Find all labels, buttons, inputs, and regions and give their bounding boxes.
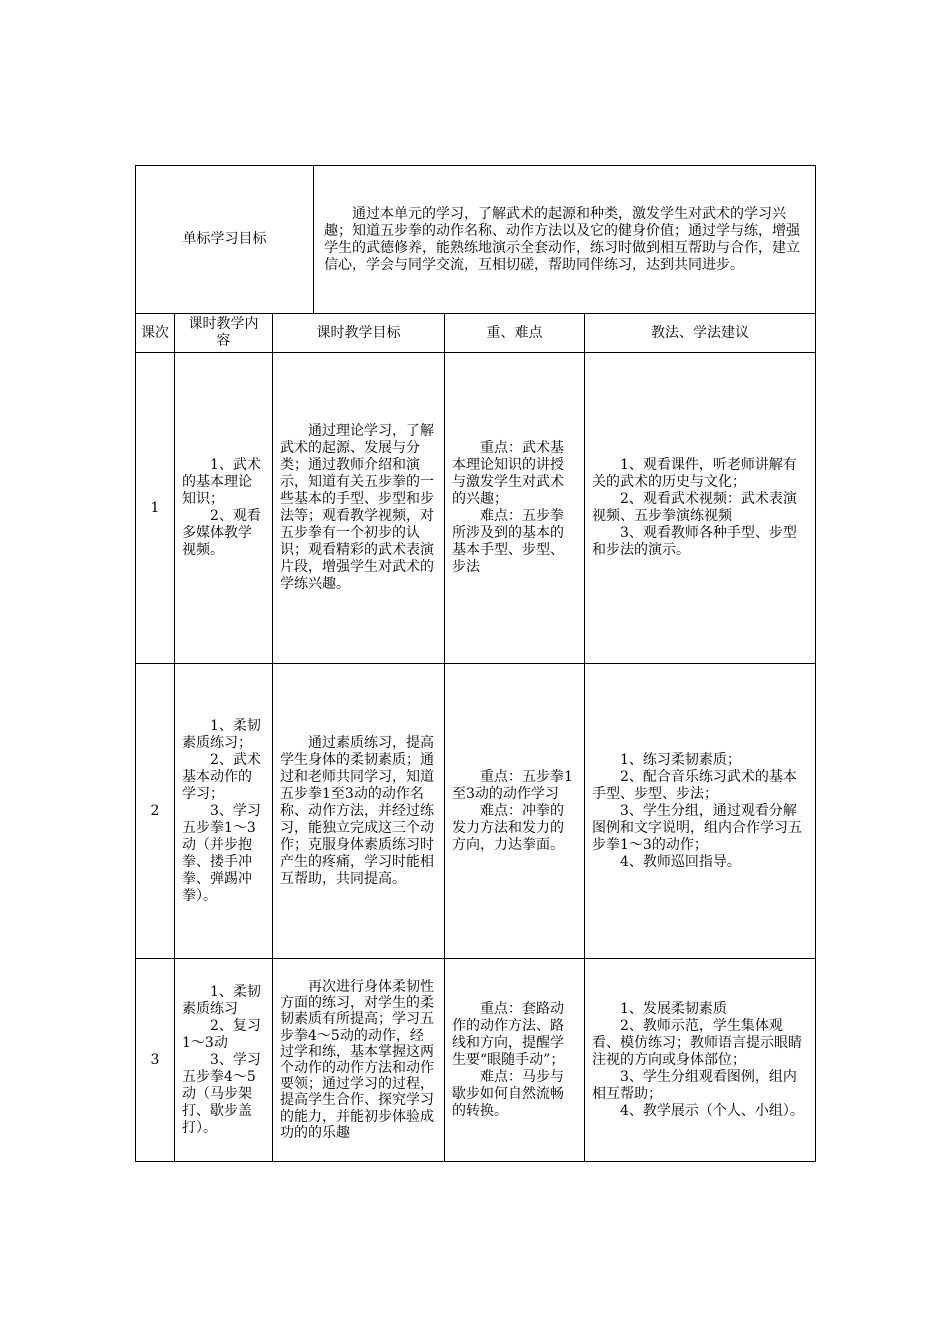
header-lesson-no: 课次 xyxy=(136,314,175,353)
header-methods: 教法、学法建议 xyxy=(585,314,816,353)
key-point-line: 难点：冲拳的发力方法和发力的方向，力达拳面。 xyxy=(452,802,564,853)
method-line: 2、配合音乐练习武术的基本手型、步型、步法； xyxy=(592,768,797,802)
unit-objective-label: 单标学习目标 xyxy=(136,166,314,314)
lesson-goal xyxy=(273,353,445,664)
goal-paragraph: 再次进行身体柔韧性方面的练习，对学生的柔韧素质有所提高；学习五步拳4～5动的动作，经过学和练，基本掌握这两个动作的动作方法和动作要领；通过学习的过程，提高学生合作、探究学习的能力，并能初步体验成功的的乐趣 xyxy=(280,978,434,1141)
lesson-methods xyxy=(585,664,816,959)
content-line: 2、武术基本动作的学习； xyxy=(182,751,261,802)
unit-objective-row xyxy=(136,166,816,314)
content-line: 1、武术的基本理论知识； xyxy=(182,457,261,507)
method-line: 1、发展柔韧素质 xyxy=(620,1000,727,1017)
method-line: 4、教学展示（个人、小组）。 xyxy=(620,1102,804,1119)
lesson-number: 3 xyxy=(136,959,175,1162)
unit-objective-paragraph: 通过本单元的学习，了解武术的起源和种类，激发学生对武术的学习兴趣；知道五步拳的动作名称、动作方法以及它的健身价值；通过学与练，增强学生的武德修养，能熟练地演示全套动作，练习时做到相互帮助与合作，建立信心，学会与同学交流，互相切磋，帮助同伴练习，达到共同进步。 xyxy=(324,205,800,273)
content-line: 1、柔韧素质练习 xyxy=(182,983,261,1017)
goal-paragraph: 通过理论学习，了解武术的起源、发展与分类；通过教师介绍和演示，知道有关五步拳的一些基本的手型、步型和步法等；观看教学视频，对五步拳有一个初步的认识；观看精彩的武术表演片段，增强学生对武术的学练兴趣。 xyxy=(280,423,434,592)
lesson-content xyxy=(175,353,273,664)
goal-paragraph: 通过素质练习，提高学生身体的柔韧素质；通过和老师共同学习，知道五步拳1至3动的动作名称、动作方法，并经过练习，能独立完成这三个动作；克服身体素质练习时产生的疼痛，学习时能相互帮助，共同提高。 xyxy=(280,734,434,887)
method-line: 3、学生分组，通过观看分解图例和文字说明，组内合作学习五步拳1～3的动作； xyxy=(592,802,802,853)
header-row xyxy=(136,314,816,353)
method-line: 1、练习柔韧素质； xyxy=(620,751,741,768)
unit-objective-text xyxy=(314,166,816,314)
header-key-points: 重、难点 xyxy=(445,314,585,353)
lesson-content xyxy=(175,959,273,1162)
key-point-line: 难点：五步拳所涉及到的基本的基本手型、步型、步法 xyxy=(452,508,564,575)
content-line: 1、柔韧素质练习； xyxy=(182,717,261,751)
key-point-line: 重点：武术基本理论知识的讲授与激发学生对武术的兴趣； xyxy=(452,440,564,507)
lesson-row xyxy=(136,664,816,959)
lesson-number: 1 xyxy=(136,353,175,664)
lesson-goal xyxy=(273,959,445,1162)
lesson-number: 2 xyxy=(136,664,175,959)
lesson-methods xyxy=(585,353,816,664)
lesson-row xyxy=(136,959,816,1162)
content-line: 3、学习五步拳4～5动（马步架打、歇步盖打）。 xyxy=(182,1051,261,1136)
lesson-content xyxy=(175,664,273,959)
header-goal: 课时教学目标 xyxy=(273,314,445,353)
method-line: 3、学生分组观看图例，组内相互帮助； xyxy=(592,1068,797,1102)
key-point-line: 难点：马步与歇步如何自然流畅的转换。 xyxy=(452,1068,564,1119)
lesson-plan-table xyxy=(135,165,816,1162)
content-line: 3、学习五步拳1～3动（并步抱拳、搂手冲拳、弹踢冲拳）。 xyxy=(182,802,261,904)
lesson-row xyxy=(136,353,816,664)
method-line: 3、观看教师各种手型、步型和步法的演示。 xyxy=(592,525,797,558)
key-point-line: 重点：套路动作的动作方法、路线和方向，提醒学生要“眼随手动”； xyxy=(452,1000,565,1068)
content-line: 2、复习1～3动 xyxy=(182,1017,261,1051)
lesson-key-points xyxy=(445,353,585,664)
method-line: 2、教师示范，学生集体观看、模仿练习；教师语言提示眼睛注视的方向或身体部位； xyxy=(592,1017,802,1068)
method-line: 4、教师巡回指导。 xyxy=(620,853,741,870)
method-line: 1、观看课件，听老师讲解有关的武术的历史与文化； xyxy=(592,457,797,490)
lesson-key-points xyxy=(445,959,585,1162)
content-line: 2、观看多媒体教学视频。 xyxy=(182,508,261,558)
lesson-methods xyxy=(585,959,816,1162)
lesson-goal xyxy=(273,664,445,959)
method-line: 2、观看武术视频：武术表演视频、五步拳演练视频 xyxy=(592,491,797,524)
header-content: 课时教学内容 xyxy=(175,314,273,353)
lesson-key-points xyxy=(445,664,585,959)
key-point-line: 重点：五步拳1至3动的动作学习 xyxy=(452,768,573,802)
